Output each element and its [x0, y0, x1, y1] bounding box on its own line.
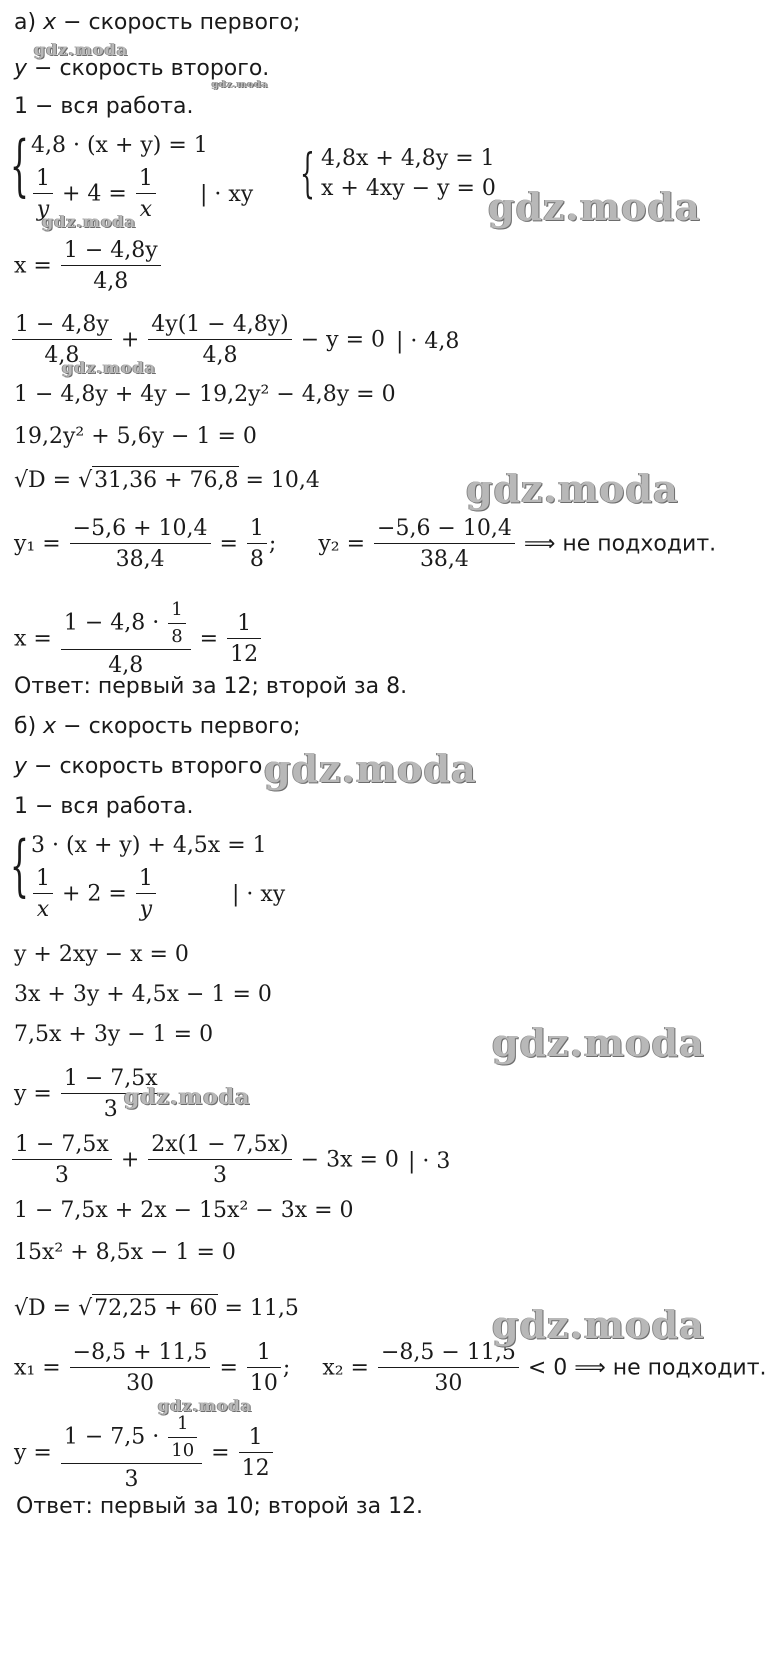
part-b-equation-5: 1 − 7,5x + 2x − 15x² − 3x = 0 — [14, 1198, 354, 1223]
brace-icon: { — [10, 127, 29, 204]
part-a-roots: y₁ = $\frac{-5,6 + 10,4}{38,4}$ = $\frac{1}{8}$ ; y₂ = $\frac{-5,6 - 10,4}{38,4}$ ⟹ не подходит. — [14, 516, 717, 573]
part-a-system-2 — [300, 144, 496, 204]
text: − скорость первого; — [56, 10, 301, 35]
part-b-equation-4: $\frac{1 - 7,5x}{3}$ + $\frac{2x(1 - 7,5x)}{3}$ − 3x = 0 — [10, 1132, 399, 1189]
fraction: $\frac{1}{12}$ — [227, 611, 261, 668]
fraction: $\frac{1}{8}$ — [247, 516, 267, 573]
part-b-y-expression: y = $\frac{1 - 7,5x}{3}$ — [14, 1066, 163, 1123]
fraction: $\frac{1 - 7,5x}{3}$ — [61, 1066, 161, 1123]
watermark: gdz.moda — [42, 212, 137, 231]
watermark: gdz.moda — [34, 40, 129, 59]
system-row: 4,8x + 4,8y = 1 — [321, 146, 495, 171]
part-a-x-expression: x = $\frac{1 - 4,8y}{4,8}$ — [14, 238, 163, 295]
part-a-multiplier-2: | · 4,8 — [396, 329, 460, 354]
watermark: gdz.moda — [264, 746, 477, 791]
part-b-roots: x₁ = $\frac{-8,5 + 11,5}{30}$ = $\frac{1}{10}$ ; x₂ = $\frac{-8,5 - 11,5}{30}$ < 0 ⟹ не подходит. — [14, 1340, 767, 1397]
variable: x — [43, 714, 57, 739]
part-b-equation-3: 7,5x + 3y − 1 = 0 — [14, 1022, 214, 1047]
part-a-multiplier-1: | · xy — [200, 182, 254, 207]
part-b-line-3: 1 − вся работа. — [14, 794, 194, 819]
part-a-equation-3: 19,2y² + 5,6y − 1 = 0 — [14, 424, 257, 449]
part-b-system — [10, 826, 267, 923]
part-b-line-2 — [14, 756, 269, 778]
variable: y — [14, 754, 28, 779]
part-b-equation-6: 15x² + 8,5x − 1 = 0 — [14, 1240, 236, 1265]
watermark: gdz.moda — [466, 466, 679, 511]
fraction: $\frac{-5,6 - 10,4}{38,4}$ — [374, 516, 515, 573]
part-a-line-2 — [14, 58, 269, 80]
part-a-equation-2: 1 − 4,8y + 4y − 19,2y² − 4,8y = 0 — [14, 382, 396, 407]
part-b-y-value: y = 1 − 7,5 · $\frac{1}{10}$ 3 = $\frac{1}{12}$ — [14, 1414, 275, 1493]
fraction: $\frac{2x(1 - 7,5x)}{3}$ — [148, 1132, 291, 1189]
brace-icon: { — [10, 827, 29, 904]
watermark: gdz.moda — [492, 1302, 705, 1347]
brace-icon: { — [300, 144, 315, 204]
system-row: x + 4xy − y = 0 — [321, 176, 496, 201]
fraction: $\frac{4y(1 - 4,8y)}{4,8}$ — [148, 312, 291, 369]
fraction: 1 − 7,5 · $\frac{1}{10}$ 3 — [61, 1414, 202, 1493]
part-b-multiplier-1: | · xy — [232, 882, 286, 907]
system-row: $\frac{1}{x}$ + 2 = $\frac{1}{y}$ — [31, 866, 267, 906]
part-a-line-3: 1 − вся работа. — [14, 94, 194, 119]
part-a-equation-1: $\frac{1 - 4,8y}{4,8}$ + $\frac{4y(1 - 4,8y)}{4,8}$ − y = 0 — [10, 312, 385, 369]
text: − скорость второго. — [27, 56, 270, 81]
watermark: gdz.moda — [488, 184, 701, 229]
variable: y — [14, 56, 28, 81]
system-row: $\frac{1}{y}$ + 4 = $\frac{1}{x}$ — [31, 166, 208, 206]
part-b-equation-2: 3x + 3y + 4,5x − 1 = 0 — [14, 982, 272, 1007]
fraction: $\frac{-8,5 - 11,5}{30}$ — [378, 1340, 519, 1397]
part-label: б) — [14, 714, 44, 739]
watermark: gdz.moda — [62, 358, 157, 377]
watermark: gdz.moda — [492, 1020, 705, 1065]
text: − скорость второго. — [27, 754, 270, 779]
part-label: а) — [14, 10, 44, 35]
part-b-multiplier-2: | · 3 — [408, 1149, 451, 1174]
fraction: $\frac{1}{x}$ — [33, 866, 53, 923]
fraction: $\frac{-5,6 + 10,4}{38,4}$ — [70, 516, 211, 573]
system-row: 4,8 · (x + y) = 1 — [31, 133, 208, 158]
part-b-line-1 — [14, 716, 301, 738]
part-b-answer: Ответ: первый за 10; второй за 12. — [16, 1494, 424, 1519]
watermark: gdz.moda — [212, 80, 269, 90]
part-a-line-1 — [14, 12, 300, 34]
part-a-discriminant: √D = √31,36 + 76,8 = 10,4 — [14, 468, 320, 493]
variable: x — [43, 10, 57, 35]
part-a-x-value: x = 1 − 4,8 · $\frac{1}{8}$ 4,8 = $\frac{1}{12}$ — [14, 600, 263, 679]
fraction: $\frac{1}{12}$ — [239, 1425, 273, 1482]
fraction: $\frac{1 - 4,8y}{4,8}$ — [12, 312, 112, 369]
text: − скорость первого; — [56, 714, 301, 739]
fraction: $\frac{1 - 7,5x}{3}$ — [12, 1132, 112, 1189]
part-a-answer: Ответ: первый за 12; второй за 8. — [14, 674, 408, 699]
fraction: $\frac{1}{x}$ — [136, 166, 156, 223]
part-b-equation-1: y + 2xy − x = 0 — [14, 942, 189, 967]
fraction: $\frac{1}{y}$ — [33, 166, 53, 223]
fraction: 1 − 4,8 · $\frac{1}{8}$ 4,8 — [61, 600, 191, 679]
watermark: gdz.moda — [124, 1084, 251, 1110]
fraction: $\frac{-8,5 + 11,5}{30}$ — [70, 1340, 211, 1397]
fraction: $\frac{1}{y}$ — [136, 866, 156, 923]
system-row: 3 · (x + y) + 4,5x = 1 — [31, 833, 267, 858]
part-b-discriminant: √D = √72,25 + 60 = 11,5 — [14, 1296, 299, 1321]
fraction: $\frac{1}{10}$ — [247, 1340, 281, 1397]
fraction: $\frac{1 - 4,8y}{4,8}$ — [61, 238, 161, 295]
watermark: gdz.moda — [158, 1396, 253, 1415]
